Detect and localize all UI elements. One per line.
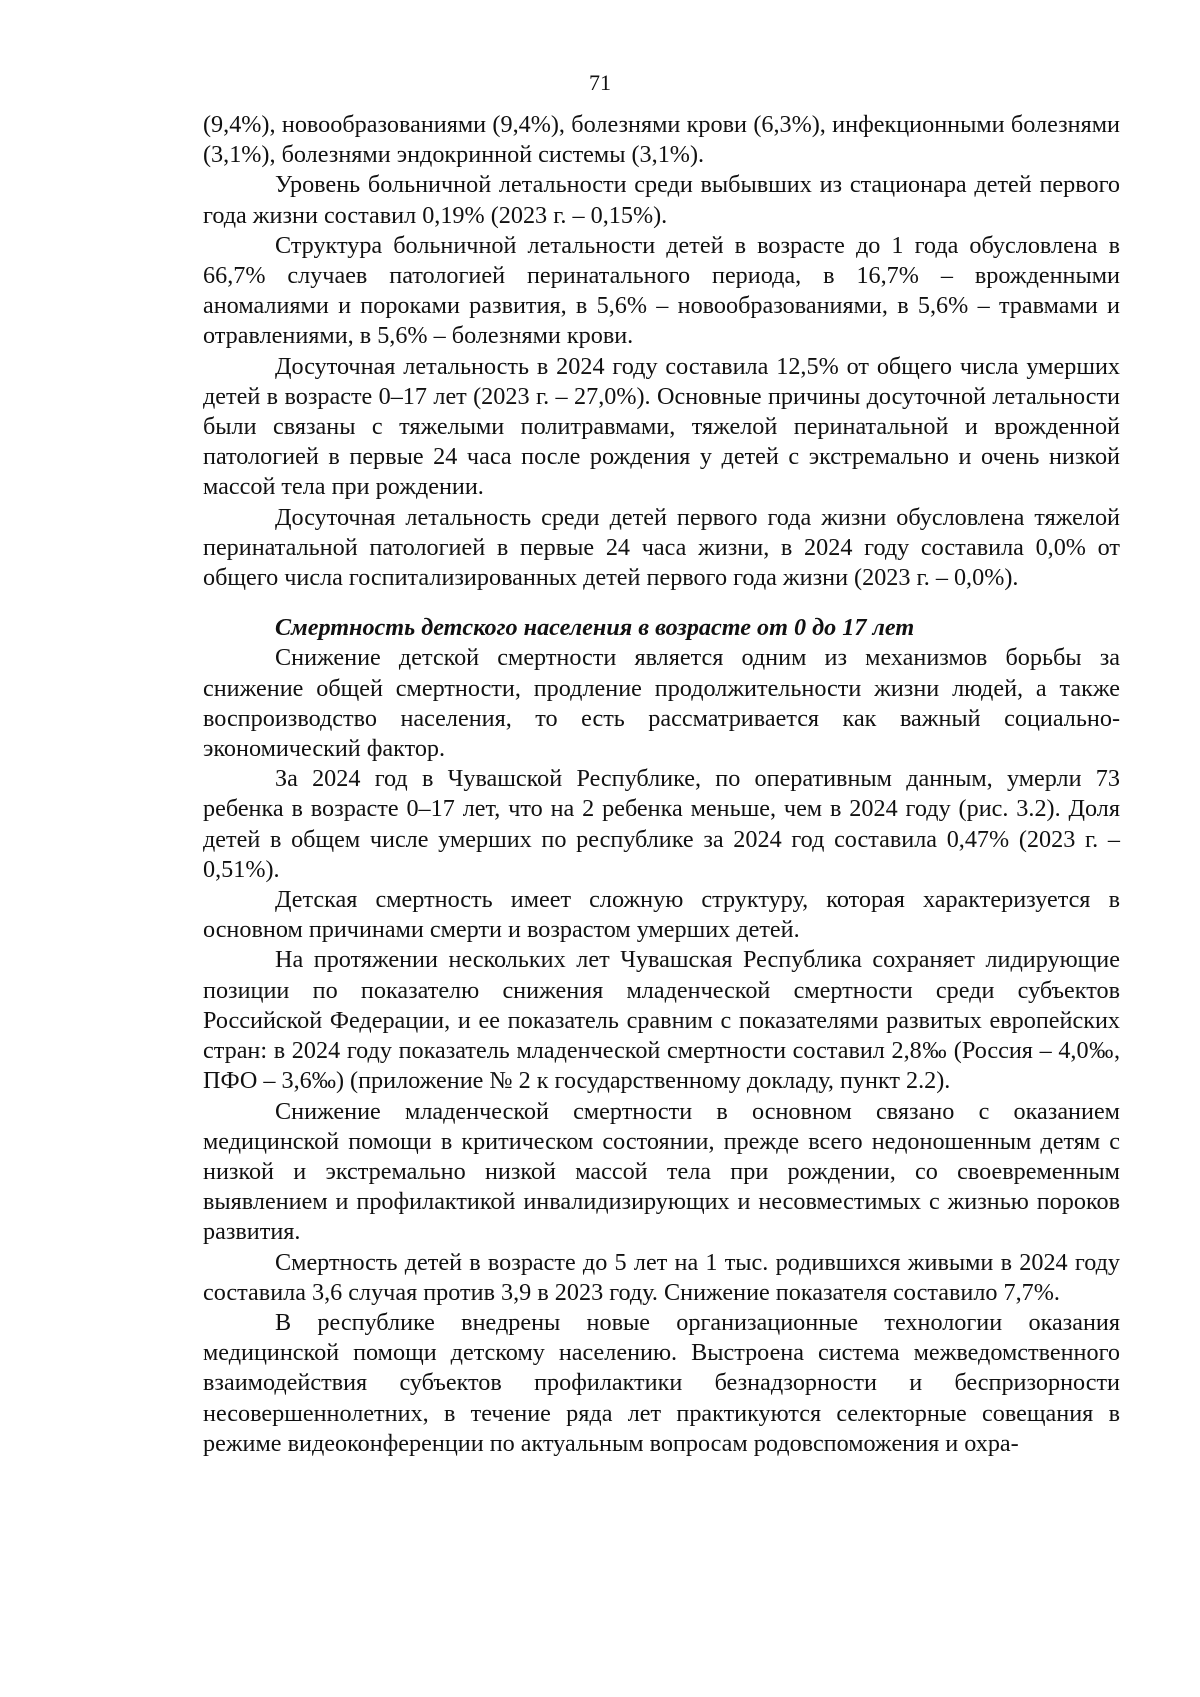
paragraph-mortality-reduction: Снижение детской смертности является одним из механизмов борьбы за снижение общей смертности, продление продолжительности жизни людей, а также воспроизводство населения, то есть рассматривается как важный социально-экономический фактор. <box>203 644 1120 763</box>
paragraph-infant-mortality-care: Снижение младенческой смертности в основном связано с оказанием медицинской помощи в критическом состоянии, прежде всего недоношенным детям с низкой и экстремально низкой массой тела при рождении, со своевременным выявлением и профилактикой инвалидизирующих и несовместимых с жизнью пороков развития. <box>203 1097 1120 1246</box>
paragraph-lethality-structure: Структура больничной летальности детей в возрасте до 1 года обусловлена в 66,7% случаев патологией перинатального периода, в 16,7% – врожденными аномалиями и пороками развития, в 5,6% – новообразованиями, в 5,6% – травмами и отравлениями, в 5,6% – болезнями крови. <box>203 231 1120 350</box>
paragraph-deaths-2024: За 2024 год в Чувашской Республике, по оперативным данным, умерли 73 ребенка в возрасте 0–17 лет, что на 2 ребенка меньше, чем в 2024 году (рис. 3.2). Доля детей в общем числе умерших по республике за 2024 год составила 0,47% (2023 г. – 0,51%). <box>203 765 1120 883</box>
document-body <box>203 110 1120 1459</box>
paragraph-organizational-technologies: В республике внедрены новые организационные технологии оказания медицинской помощи детскому населению. Выстроена система межведомственного взаимодействия субъектов профилактики безнадзорности и беспризорности несовершеннолетних, в течение ряда лет практикуются селекторные совещания в режиме видеоконференции по актуальным вопросам родовспоможения и охра- <box>203 1308 1120 1457</box>
paragraph-under5-mortality: Смертность детей в возрасте до 5 лет на 1 тыс. родившихся живыми в 2024 году составила 3,6 случая против 3,9 в 2023 году. Снижение показателя составило 7,7%. <box>203 1248 1120 1306</box>
paragraph-mortality-structure: Детская смертность имеет сложную структуру, которая характеризуется в основном причинами смерти и возрастом умерших детей. <box>203 886 1120 944</box>
paragraph-hospital-lethality: Уровень больничной летальности среди выбывших из стационара детей первого года жизни составил 0,19% (2023 г. – 0,15%). <box>203 171 1120 229</box>
paragraph-early-lethality: Досуточная летальность в 2024 году составила 12,5% от общего числа умерших детей в возрасте 0–17 лет (2023 г. – 27,0%). Основные причины досуточной летальности были связаны с тяжелыми политравмами, тяжелой перинатальной и врожденной патологией в первые 24 часа после рождения у детей с экстремально и очень низкой массой тела при рождении. <box>203 352 1120 501</box>
section-heading: Смертность детского населения в возрасте от 0 до 17 лет <box>275 614 915 642</box>
paragraph-infant-early-lethality: Досуточная летальность среди детей первого года жизни обусловлена тяжелой перинатальной патологией в первые 24 часа жизни, в 2024 году составила 0,0% от общего числа госпитализированных детей первого года жизни (2023 г. – 0,0%). <box>203 503 1120 592</box>
paragraph-leading-positions: На протяжении нескольких лет Чувашская Республика сохраняет лидирующие позиции по показателю снижения младенческой смертности среди субъектов Российской Федерации, и ее показатель сравним с показателями развитых европейских стран: в 2024 году показатель младенческой смертности составил 2,8‰ (Россия – 4,0‰, ПФО – 3,6‰) (приложение № 2 к государственному докладу, пункт 2.2). <box>203 946 1120 1095</box>
paragraph-continuation: (9,4%), новообразованиями (9,4%), болезнями крови (6,3%), инфекционными болезнями (3,1%), болезнями эндокринной системы (3,1%). <box>203 111 1120 169</box>
page-number: 71 <box>589 70 611 95</box>
